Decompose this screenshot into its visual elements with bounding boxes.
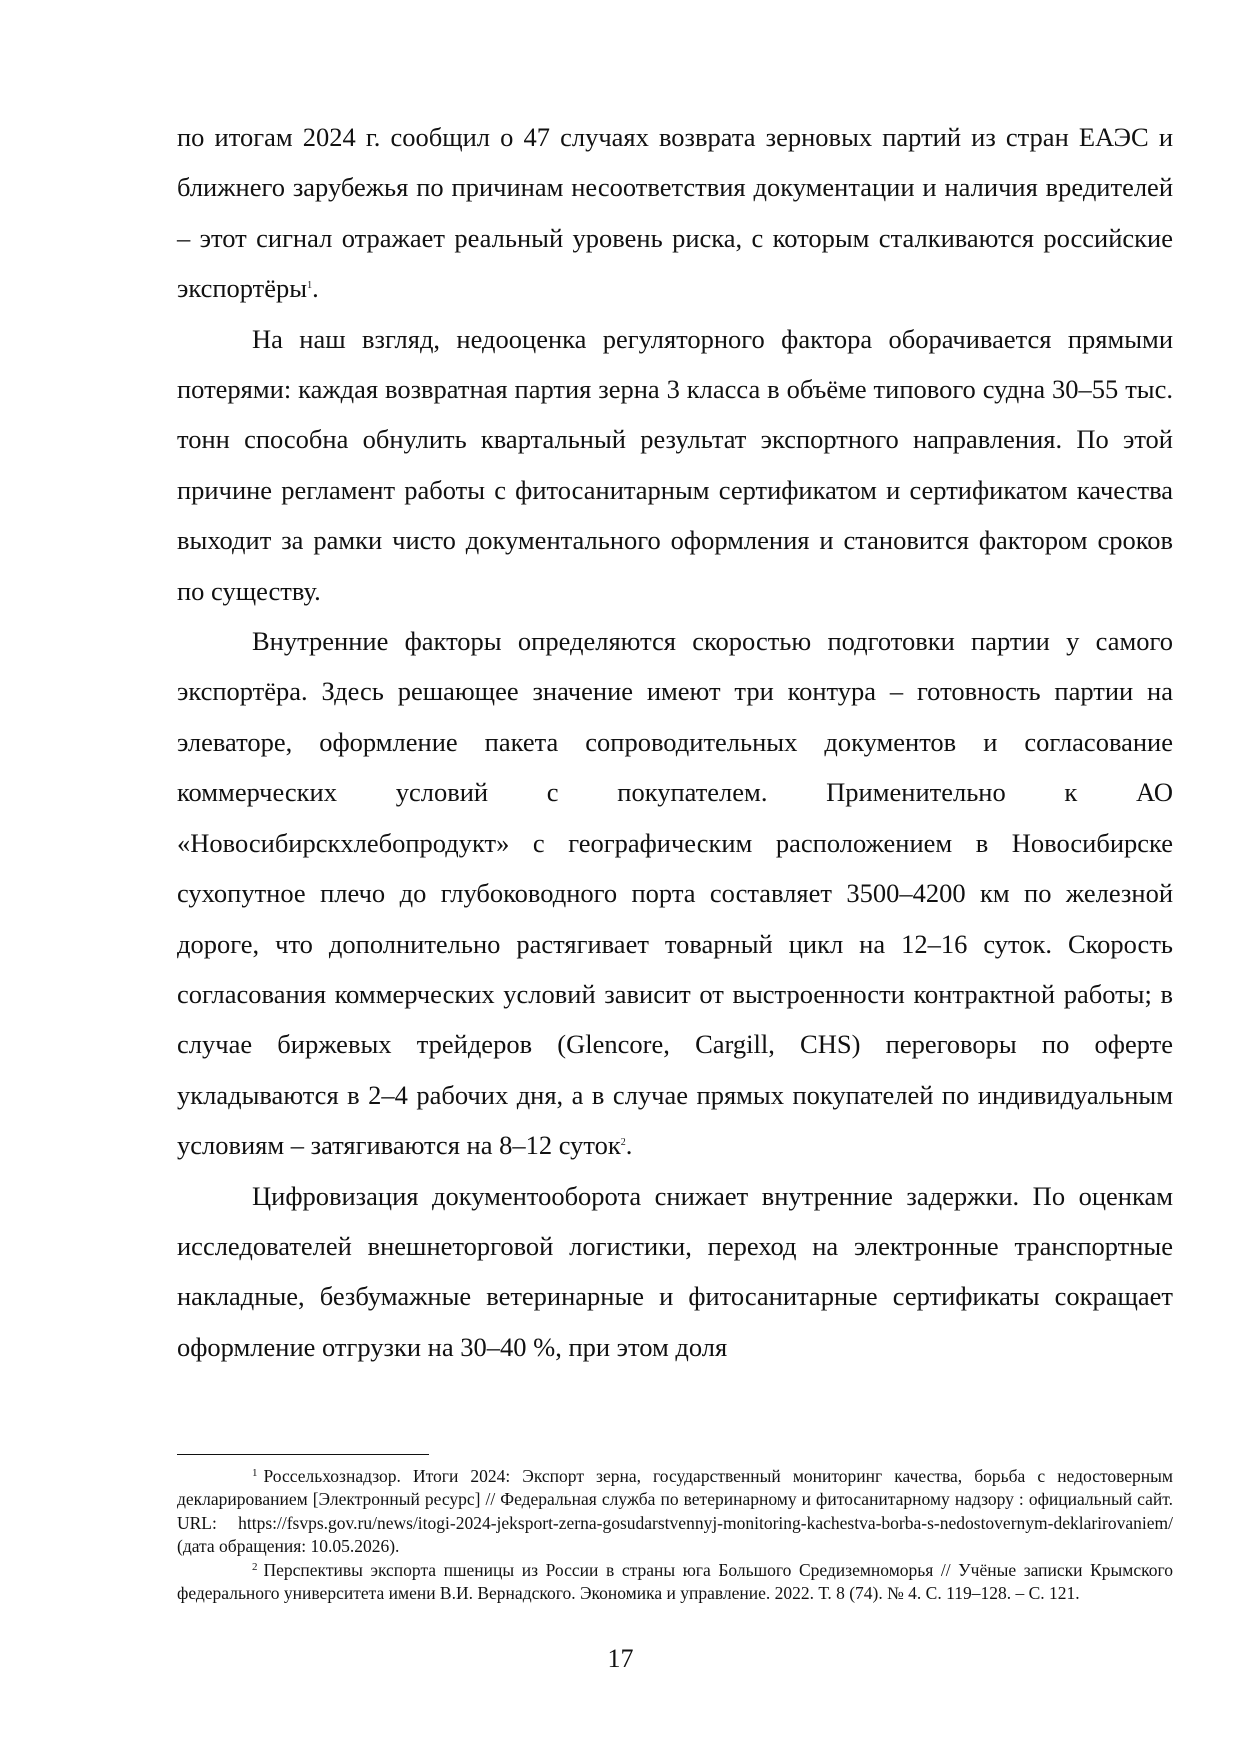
paragraph-3-text: Внутренние факторы определяются скоростью подготовки партии у самого экспортёра. Здесь решающее значение имеют три контура – готовность партии на элеваторе, оформление пакета сопроводительных документов и согласование коммерческих условий с покупателем. Применительно к АО «Новосибирскхлебопродукт» с географическим расположением в Новосибирске сухопутное плечо до глубоководного порта составляет 3500–4200 км по железной дороге, что дополнительно растягивает товарный цикл на 12–16 суток. Скорость согласования коммерческих условий зависит от выстроенности контрактной работы; в случае биржевых трейдеров (Glencore, Cargill, CHS) переговоры по оферте укладываются в 2–4 рабочих дня, а в случае прямых покупателей по индивидуальным условиям – затягиваются на 8–12 суток [177, 626, 1173, 1161]
paragraph-4 [177, 1171, 1173, 1373]
footnote-ref-1: 1 [307, 280, 313, 292]
footnotes [177, 1465, 1173, 1605]
footnote-1-number: 1 [252, 1467, 258, 1479]
paragraph-1 [177, 112, 1173, 314]
footnote-separator [177, 1454, 429, 1455]
paragraph-1-tail: . [312, 273, 319, 304]
paragraph-2 [177, 314, 1173, 616]
footnote-2 [177, 1559, 1173, 1606]
footnote-1 [177, 1465, 1173, 1559]
footnote-2-text: Перспективы экспорта пшеницы из России в страны юга Большого Средиземноморья // Учёные записки Крымского федерального университета имени В.И. Вернадского. Экономика и управление. 2022. Т. 8 (74). № 4. С. 119–128. – С. 121. [177, 1559, 1173, 1604]
paragraph-1-text: по итогам 2024 г. сообщил о 47 случаях возврата зерновых партий из стран ЕАЭС и ближнего зарубежья по причинам несоответствия документации и наличия вредителей – этот сигнал отражает реальный уровень риска, с которым сталкиваются российские экспортёры [177, 122, 1173, 304]
footnote-ref-2: 2 [620, 1137, 626, 1149]
page-number: 17 [607, 1644, 634, 1673]
paragraph-4-text: Цифровизация документооборота снижает внутренние задержки. По оценкам исследователей внешнеторговой логистики, переход на электронные транспортные накладные, безбумажные ветеринарные и фитосанитарные сертификаты сокращает оформление отгрузки на 30–40 %, при этом доля [177, 1180, 1173, 1362]
body-text [177, 112, 1173, 1372]
footnote-1-text: Россельхознадзор. Итоги 2024: Экспорт зерна, государственный мониторинг качества, борьба с недостоверным декларированием [Электронный ресурс] // Федеральная служба по ветеринарному и фитосанитарному надзору : официальный сайт. URL: https://fsvps.gov.ru/news/itogi-2024-jeksport-zerna-gosudarstvennyj-monitoring-kachestva-borba-s-nedostovernym-deklarirovaniem/ (дата обращения: 10.05.2026). [177, 1466, 1173, 1557]
paragraph-2-text: На наш взгляд, недооценка регуляторного фактора оборачивается прямыми потерями: каждая возвратная партия зерна 3 класса в объёме типового судна 30–55 тыс. тонн способна обнулить квартальный результат экспортного направления. По этой причине регламент работы с фитосанитарным сертификатом и сертификатом качества выходит за рамки чисто документального оформления и становится фактором сроков по существу. [177, 323, 1173, 606]
footnote-2-number: 2 [252, 1560, 258, 1573]
paragraph-3 [177, 616, 1173, 1170]
paragraph-3-tail: . [625, 1130, 633, 1161]
